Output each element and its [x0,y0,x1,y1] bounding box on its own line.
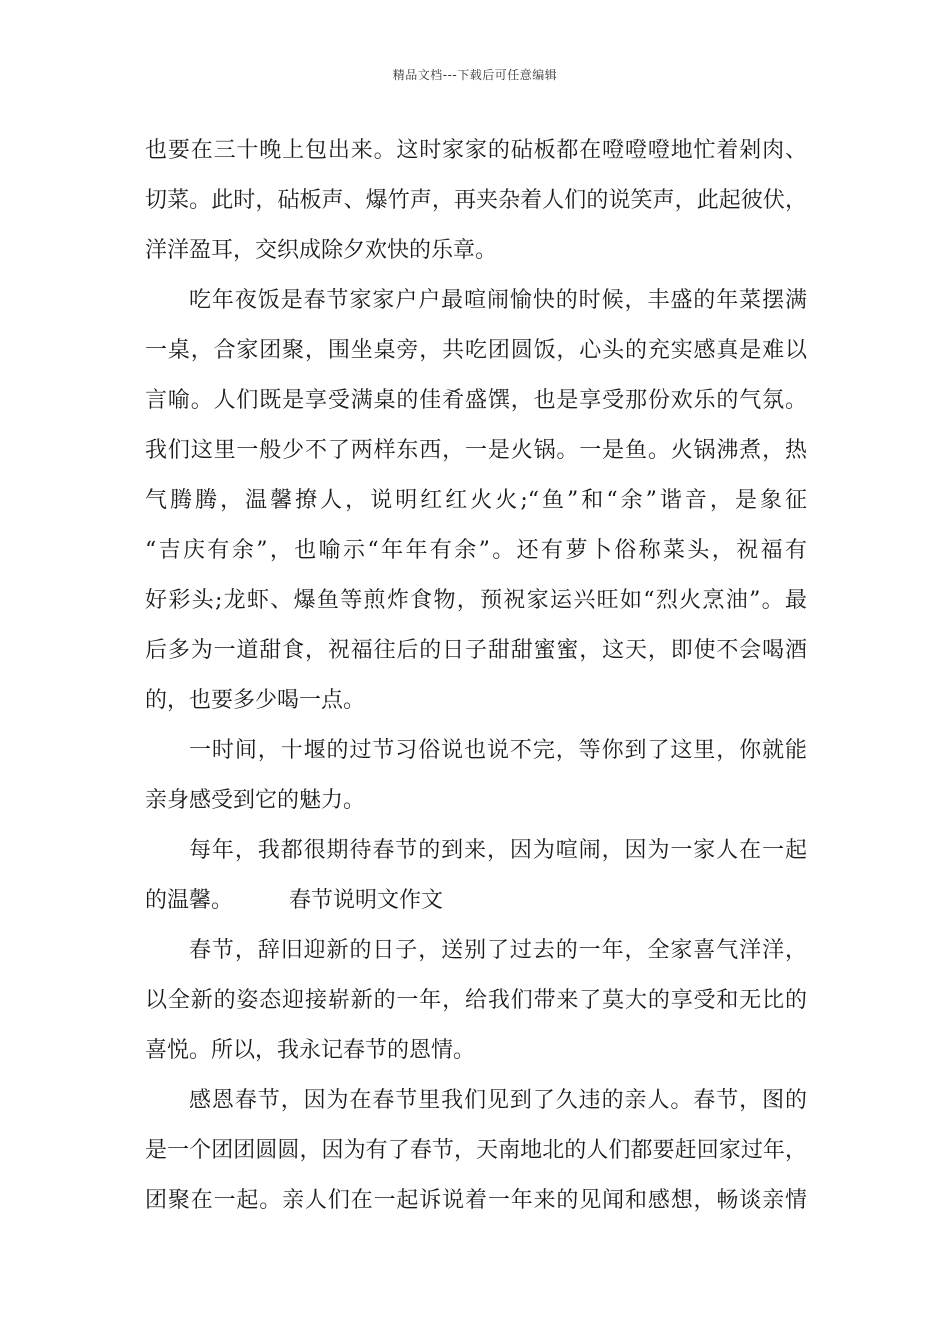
text-line: 言喻。人们既是享受满桌的佳肴盛馔，也是享受那份欢乐的气氛。 [145,388,807,413]
text-line: 后多为一道甜食，祝福往后的日子甜甜蜜蜜，这天，即使不会喝酒 [145,638,807,663]
text-line: 也要在三十晚上包出来。这时家家的砧板都在噔噔噔地忙着剁肉、 [145,138,807,163]
text-line: 以全新的姿态迎接崭新的一年，给我们带来了莫大的享受和无比的 [145,988,807,1013]
text-line: 喜悦。所以，我永记春节的恩情。 [145,1038,476,1063]
text-line: 春节，辞旧迎新的日子，送别了过去的一年，全家喜气洋洋， [189,938,807,963]
text-line: “吉庆有余”，也喻示“年年有余”。还有萝卜俗称菜头，祝福有 [145,538,807,563]
text-line: 每年，我都很期待春节的到来，因为喧闹，因为一家人在一起 [189,838,807,863]
document-body [145,126,807,1226]
text-line: 一桌，合家团聚，围坐桌旁，共吃团圆饭，心头的充实感真是难以 [145,338,807,363]
text-line: 一时间，十堰的过节习俗说也说不完，等你到了这里，你就能 [189,738,807,763]
text-line: 洋洋盈耳，交织成除夕欢快的乐章。 [145,238,498,263]
text-line: 的，也要多少喝一点。 [145,688,366,713]
text-line: 亲身感受到它的魅力。 [145,788,366,813]
text-line: 我们这里一般少不了两样东西，一是火锅。一是鱼。火锅沸煮，热 [145,438,807,463]
text-line: 好彩头;龙虾、爆鱼等煎炸食物，预祝家运兴旺如“烈火烹油”。最 [145,588,807,613]
text-line: 感恩春节，因为在春节里我们见到了久违的亲人。春节，图的 [189,1088,807,1113]
page-header: 精品文档---下载后可任意编辑 [392,68,558,82]
text-line: 是一个团团圆圆，因为有了春节，天南地北的人们都要赶回家过年， [145,1138,807,1163]
text-line: 团聚在一起。亲人们在一起诉说着一年来的见闻和感想，畅谈亲情 [145,1188,807,1213]
article-title: 春节说明文作文 [289,888,444,913]
text-line: 切菜。此时，砧板声、爆竹声，再夹杂着人们的说笑声，此起彼伏， [145,188,807,213]
text-line-with-heading [145,876,807,926]
text-fragment: 的温馨。 [145,888,234,913]
text-line: 吃年夜饭是春节家家户户最喧闹愉快的时候，丰盛的年菜摆满 [189,288,807,313]
text-line: 气腾腾，温馨撩人，说明红红火火;“鱼”和“余”谐音，是象征 [145,488,807,513]
